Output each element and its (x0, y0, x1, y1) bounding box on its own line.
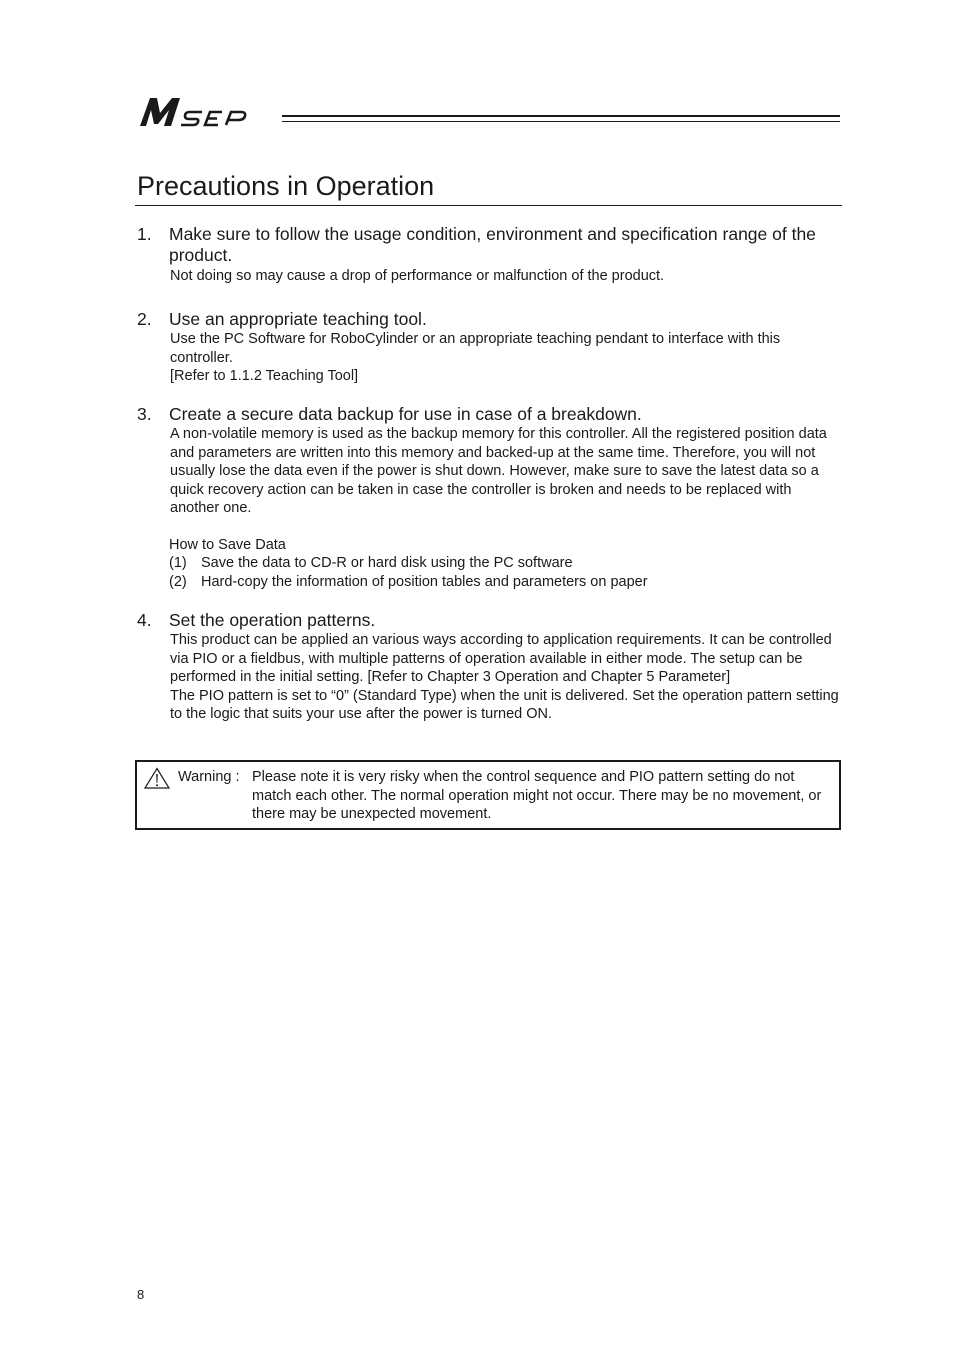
reference-text: [Refer to 1.1.2 Teaching Tool] (170, 368, 359, 384)
title-underline (135, 205, 842, 206)
precaution-body (137, 631, 842, 724)
how-to-save-data (137, 536, 842, 592)
precaution-4 (137, 610, 842, 724)
list-item (169, 554, 842, 573)
paragraph: Not doing so may cause a drop of performance or malfunction of the product. (170, 268, 665, 284)
warning-text: Please note it is very risky when the control sequence and PIO pattern setting do not match each other. The normal operation might not occur. There may be no movement, or there may be unexpected movement. (252, 769, 822, 822)
precaution-heading-text: Create a secure data backup for use in case of a breakdown. (169, 404, 642, 424)
precaution-heading (137, 309, 842, 330)
list-item-text: Save the data to CD-R or hard disk using the PC software (201, 555, 573, 571)
paragraph: The PIO pattern is set to “0” (Standard Type) when the unit is delivered. Set the operation pattern setting to the logic that suits your use after the power is turned ON. (170, 687, 839, 722)
page-number: 8 (137, 1287, 145, 1302)
precaution-heading-text: Use an appropriate teaching tool. (169, 309, 427, 329)
precaution-3 (137, 404, 842, 591)
precaution-heading (137, 404, 842, 425)
precaution-heading-text: Make sure to follow the usage condition, environment and specification range of the product. (169, 224, 816, 265)
precaution-number: 3. (137, 404, 152, 424)
paragraph: A non-volatile memory is used as the backup memory for this controller. All the registered position data and parameters are written into this memory and backed-up at the same time. Therefore, you will not usually lose the data even if the power is shut down. However, make sure to save the latest data so a quick recovery action can be taken in case the controller is broken and needs to be replaced with another one. (170, 426, 827, 516)
precaution-body (137, 425, 842, 518)
page-title: Precautions in Operation (137, 171, 435, 201)
precaution-heading (137, 224, 842, 266)
precaution-1 (137, 224, 842, 286)
warning-triangle-icon (144, 767, 170, 789)
list-item-number: (2) (169, 573, 187, 590)
precaution-body (137, 267, 842, 286)
warning-label: Warning : (178, 769, 240, 785)
paragraph: Use the PC Software for RoboCylinder or an appropriate teaching pendant to interface with this controller. (170, 331, 781, 366)
list-item-number: (1) (169, 555, 187, 571)
precaution-heading (137, 610, 842, 631)
paragraph: This product can be applied an various ways according to application requirements. It can be controlled via PIO or a fieldbus, with multiple patterns of operation available in either mode. The setup can be performed in the initial setting. [Refer to Chapter 3 Operation and Chapter 5 Parameter] (170, 632, 832, 685)
how-to-title: How to Save Data (169, 536, 286, 553)
msep-logo (138, 96, 274, 128)
precaution-number: 2. (137, 309, 152, 329)
precaution-body (137, 330, 842, 386)
warning-box (135, 760, 841, 830)
header-rule (282, 115, 840, 122)
precaution-number: 1. (137, 224, 152, 244)
list-item (169, 573, 842, 592)
precaution-number: 4. (137, 610, 152, 630)
list-item-text: Hard-copy the information of position tables and parameters on paper (201, 573, 648, 590)
precaution-2 (137, 309, 842, 386)
precaution-heading-text: Set the operation patterns. (169, 610, 376, 630)
